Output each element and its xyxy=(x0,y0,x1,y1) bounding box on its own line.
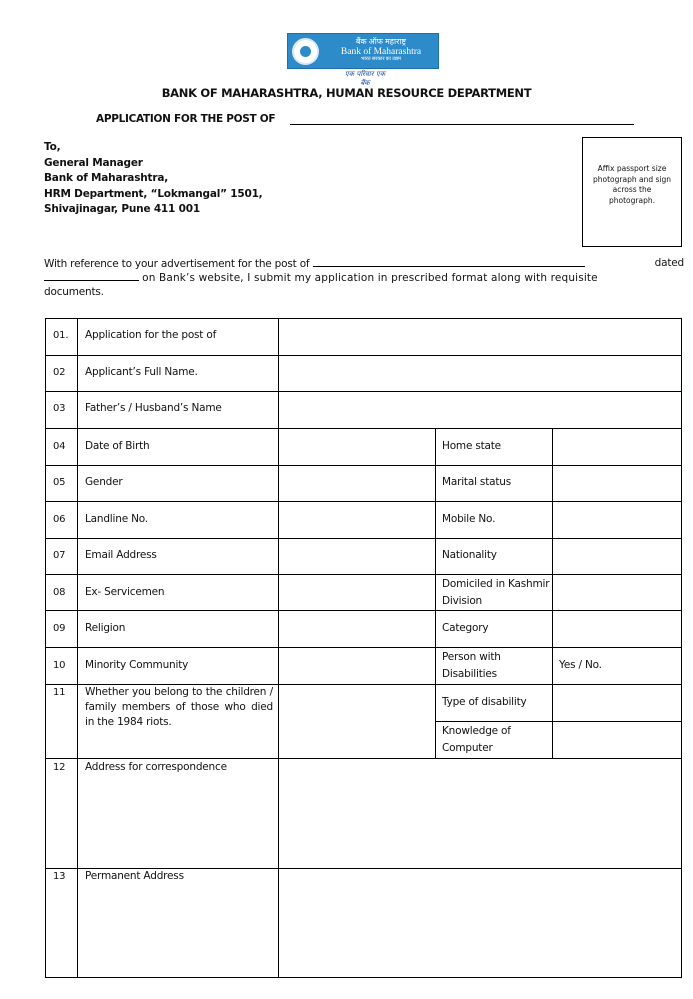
post-applied-blank[interactable] xyxy=(290,124,634,125)
field-label: Father’s / Husband’s Name xyxy=(85,402,222,414)
row-number: 10 xyxy=(53,660,66,671)
page-heading: BANK OF MAHARASHTRA, HUMAN RESOURCE DEPARTMENT xyxy=(161,86,532,100)
field-label: Applicant’s Full Name. xyxy=(85,366,198,378)
para-part-4: documents. xyxy=(44,286,104,298)
para-part-1: With reference to your advertisement for the post of xyxy=(44,258,310,270)
field-label: Religion xyxy=(85,622,126,634)
field-label-right: Type of disability xyxy=(442,696,527,708)
address-line-2: Bank of Maharashtra, xyxy=(44,172,168,184)
row-number: 01. xyxy=(53,330,69,341)
field-label-right: Knowledge of Computer xyxy=(442,725,511,754)
row-number: 03 xyxy=(53,403,66,414)
address-to: To, xyxy=(44,141,61,153)
field-label-right: Person with Disabilities xyxy=(442,651,501,680)
logo-tagline: एक परिवार एक बैंक xyxy=(344,70,386,87)
field-label: Address for correspondence xyxy=(85,761,227,773)
table-border-line xyxy=(45,318,682,319)
address-line-4: Shivajinagar, Pune 411 001 xyxy=(44,203,200,215)
bank-emblem-icon xyxy=(292,38,319,65)
logo-small-text: भारत सरकार का उद्यम xyxy=(360,57,402,62)
field-label-right: Domiciled in Kashmir Division xyxy=(442,578,550,607)
field-label: Permanent Address xyxy=(85,870,184,882)
address-line-3: HRM Department, “Lokmangal” 1501, xyxy=(44,187,263,200)
row-number: 05 xyxy=(53,477,66,488)
date-blank[interactable] xyxy=(44,271,139,281)
field-label-right: Home state xyxy=(442,440,501,452)
row-number: 02 xyxy=(53,367,66,378)
application-form-table xyxy=(45,318,682,978)
row-number: 07 xyxy=(53,550,66,561)
row-number: 13 xyxy=(53,871,66,882)
field-label: Gender xyxy=(85,476,123,488)
bank-logo xyxy=(287,33,439,69)
field-label-right: Marital status xyxy=(442,476,511,488)
row-number: 12 xyxy=(53,762,66,773)
row-number: 11 xyxy=(53,687,66,698)
recipient-address xyxy=(44,140,262,218)
para-part-3: on Bank’s website, I submit my application in prescribed format along with requisite xyxy=(142,272,598,284)
photo-box-instructions: Affix passport size photograph and sign across the photograph. xyxy=(593,164,671,205)
post-applied-label: APPLICATION FOR THE POST OF xyxy=(96,113,276,125)
photo-box[interactable] xyxy=(582,137,682,247)
field-label-right: Nationality xyxy=(442,549,497,561)
field-label: Application for the post of xyxy=(85,329,217,341)
field-label: Landline No. xyxy=(85,513,148,525)
logo-hindi-name: बैंक ऑफ महाराष्ट्र xyxy=(355,37,407,46)
row-number: 08 xyxy=(53,587,66,598)
field-label-right: Category xyxy=(442,622,489,634)
para-part-2: dated xyxy=(654,257,684,269)
row-number: 04 xyxy=(53,441,66,452)
row-number: 09 xyxy=(53,623,66,634)
field-label: Minority Community xyxy=(85,659,189,671)
logo-english-name: Bank of Maharashtra xyxy=(340,47,422,57)
field-label: Date of Birth xyxy=(85,440,150,452)
field-label: Whether you belong to the children / family members of those who died in the 1984 riots. xyxy=(85,686,273,728)
field-label: Ex- Servicemen xyxy=(85,586,165,598)
field-label-right: Mobile No. xyxy=(442,513,496,525)
address-line-1: General Manager xyxy=(44,156,143,169)
row-number: 06 xyxy=(53,514,66,525)
post-name-blank[interactable] xyxy=(313,257,585,267)
field-label: Email Address xyxy=(85,549,157,561)
disability-yes-no[interactable]: Yes / No. xyxy=(559,659,602,671)
